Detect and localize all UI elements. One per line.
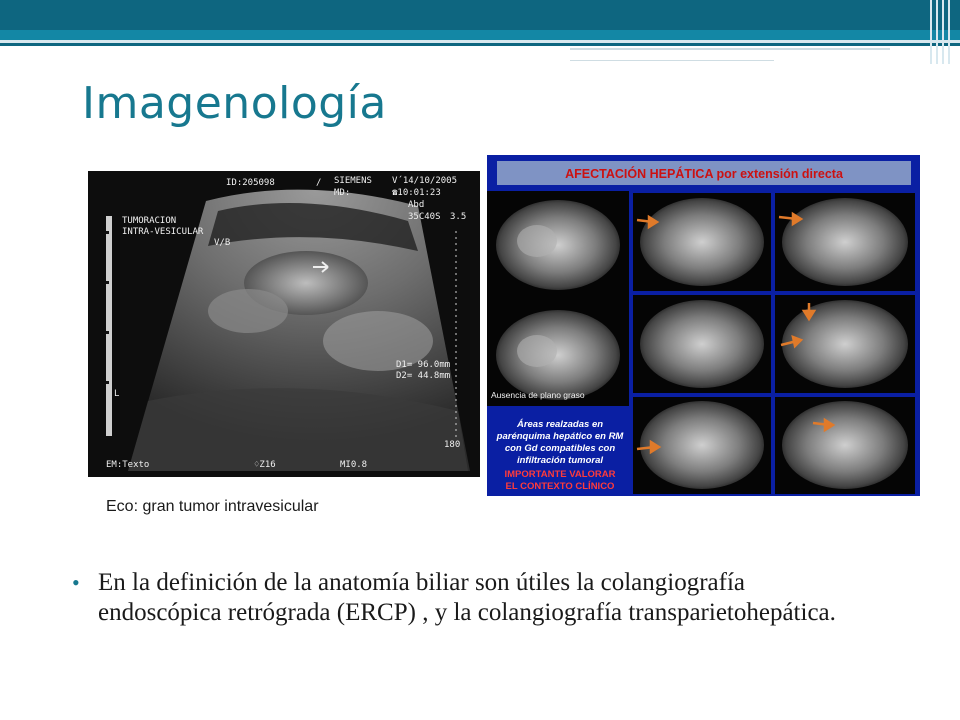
mri-ct-panel bbox=[487, 155, 920, 496]
echo-footer-mid: ♢Z16 bbox=[254, 460, 276, 470]
mri-note-line: Áreas realzadas en bbox=[516, 419, 604, 430]
echo-slash: / bbox=[316, 178, 322, 188]
echo-depth: 3.5 bbox=[450, 212, 467, 222]
mri-note-line: parénquima hepático en RM bbox=[496, 431, 624, 442]
mri-emphasis-line: EL CONTEXTO CLÍNICO bbox=[505, 481, 615, 492]
bullet-item bbox=[72, 568, 872, 628]
echo-footer-left: EM:Texto bbox=[106, 460, 150, 470]
banner-light-line bbox=[0, 40, 960, 43]
decor-line bbox=[570, 60, 774, 61]
mri-header: AFECTACIÓN HEPÁTICA por extensión directa bbox=[565, 167, 843, 181]
echo-footer-right: MI0.8 bbox=[340, 460, 368, 470]
mri-note-line: con Gd compatibles con bbox=[504, 443, 616, 454]
echo-label-2: INTRA-VESICULAR bbox=[122, 227, 204, 237]
top-banner bbox=[0, 0, 960, 46]
bullet-dot: • bbox=[72, 570, 80, 595]
echo-probe: 35C40S bbox=[408, 212, 441, 222]
echo-id: ID:205098 bbox=[226, 178, 275, 188]
banner-highlight bbox=[0, 30, 960, 40]
mri-note-line: infiltración tumoral bbox=[516, 455, 604, 466]
echo-time: ☎10:01:23 bbox=[392, 188, 441, 198]
decor-line bbox=[570, 48, 890, 50]
echo-exam: Abd bbox=[408, 200, 425, 210]
echo-d2: D2= 44.8mm bbox=[396, 371, 451, 381]
echo-date: V´14/10/2005 bbox=[392, 176, 458, 186]
mri-emphasis-line: IMPORTANTE VALORAR bbox=[504, 469, 616, 480]
echo-scale-mark: L bbox=[114, 389, 120, 399]
slide-title: Imagenología bbox=[82, 78, 387, 129]
echo-label-1: TUMORACION bbox=[122, 216, 177, 226]
echo-vb: V/B bbox=[214, 238, 231, 248]
echo-d1: D1= 96.0mm bbox=[396, 360, 451, 370]
echo-md: MD: bbox=[334, 188, 351, 198]
bullet-text: En la definición de la anatomía biliar son útiles la colangiografía endoscópica retrógrada (ERCP) , y la colangiografía transparietohepática. bbox=[98, 569, 836, 626]
banner-stripes bbox=[930, 0, 952, 64]
echo-caption: Eco: gran tumor intravesicular bbox=[106, 498, 319, 515]
ultrasound-image bbox=[88, 171, 480, 477]
ct-label: Ausencia de plano graso bbox=[491, 390, 585, 400]
echo-brand: SIEMENS bbox=[334, 176, 372, 186]
echo-scale-end: 180 bbox=[444, 440, 461, 450]
